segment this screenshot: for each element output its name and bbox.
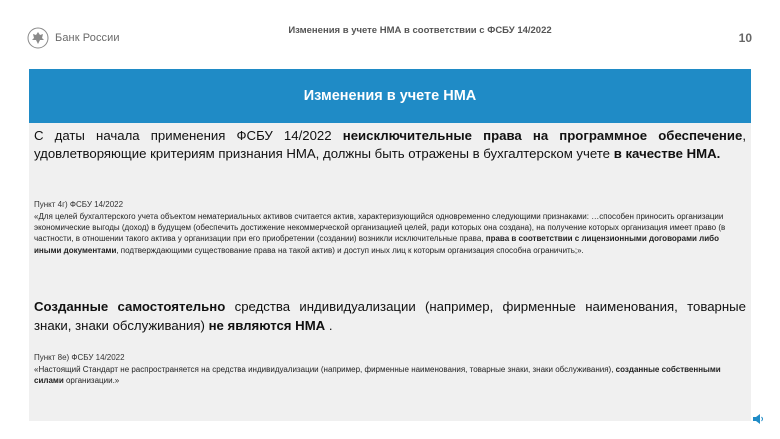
section2-paragraph <box>34 297 746 335</box>
section2-bold-not-nma: не являются НМА <box>208 318 326 333</box>
section1-note-bold: права в соответствии с лицензионными договорами либо иными документами <box>34 234 719 255</box>
section2-note-text-a: «Настоящий Стандарт не распространяется на средства индивидуализации (например, фирменные наименования, товарные знаки, знаки обслуживания), <box>34 365 616 374</box>
page-number: 10 <box>738 31 752 45</box>
bank-of-russia-logo <box>27 27 120 49</box>
speaker-nav-icon[interactable] <box>751 412 765 426</box>
section1-bold-as-nma: в качестве НМА. <box>613 145 721 161</box>
section1-note-text-c: , подтверждающими существование права на такой актив) и доступ иных лиц к которым организация способна ограничить;». <box>116 245 584 255</box>
section2-note-body <box>34 364 748 386</box>
section1-note-label: Пункт 4г) ФСБУ 14/2022 <box>34 200 124 209</box>
section2-note-bold: созданные собственными силами <box>34 365 721 386</box>
org-name: Банк России <box>55 32 120 44</box>
title-banner <box>29 69 751 123</box>
section1-note-text-a: «Для целей бухгалтерского учета объектом нематериальных активов считается актив, характеризующийся одновременно следующими признаками: …способен приносить организации экономические выгоды (доход) в будущем (обеспечить достижение некоммерческой организацией целей, ради которых она создана), на получение которых организация имеет право (в частности, в отношении такого актива у организации при его приобретении (создании) возникли исключительные права, <box>34 212 726 244</box>
double-headed-eagle-icon <box>27 27 49 49</box>
section2-bold-self-created: Созданные самостоятельно <box>34 299 226 314</box>
section1-bold-software-rights: неисключительные права на программное обеспечение <box>342 128 743 143</box>
section2-text-b: средства индивидуализации (например, фирменные наименования, товарные знаки, знаки обслуживания) <box>34 299 746 333</box>
banner-title: Изменения в учете НМА <box>303 88 477 104</box>
section1-text-a: С даты начала применения ФСБУ 14/2022 <box>34 128 343 143</box>
section2-note-text-c: организации.» <box>63 376 120 386</box>
section2-note-label: Пункт 8е) ФСБУ 14/2022 <box>34 353 125 362</box>
section1-paragraph <box>34 127 746 162</box>
section1-text-c: , удовлетворяющие критериям признания НМА, должны быть отражены в бухгалтерском учете <box>34 128 746 161</box>
slide-header-title: Изменения в учете НМА в соответствии с ФСБУ 14/2022 <box>288 25 552 36</box>
section1-note-body <box>34 211 748 256</box>
section2-text-d: . <box>325 318 333 333</box>
